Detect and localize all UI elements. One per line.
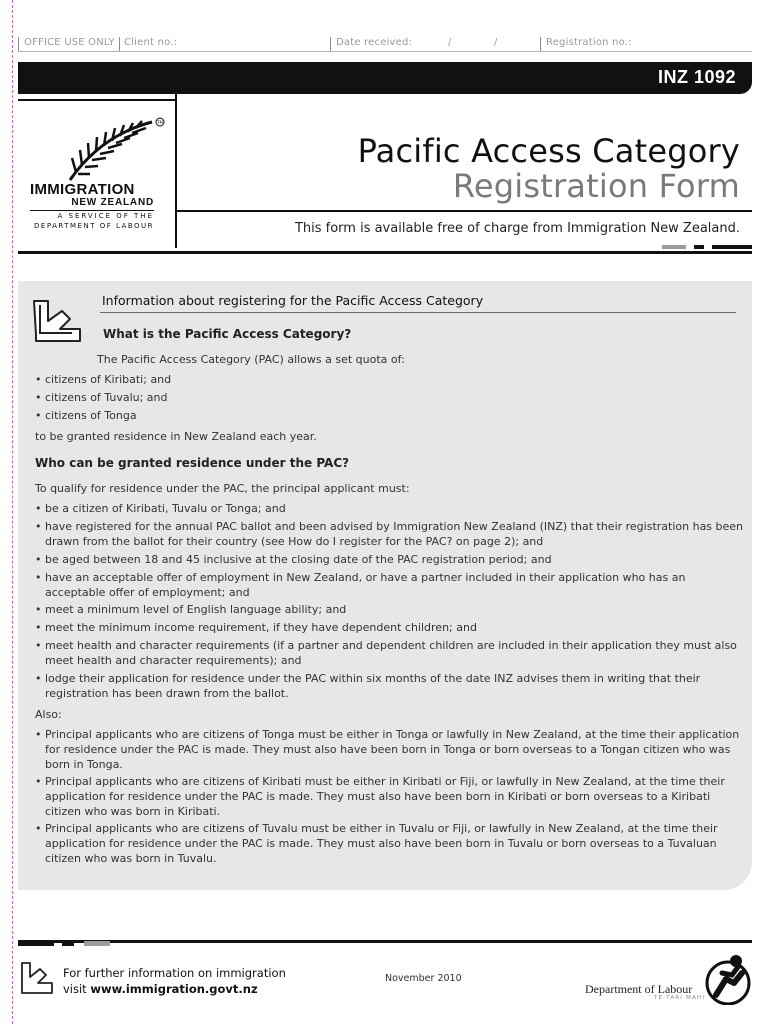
date-separator: /	[448, 37, 452, 48]
department-of-labour-text: Department of Labour	[585, 982, 693, 996]
perforation-line	[12, 0, 13, 1024]
logo-new-zealand: NEW ZEALAND	[71, 197, 154, 208]
section-rule	[100, 312, 736, 313]
list-item: • lodge their application for residence under the PAC within six months of the date INZ advises them in writing that their registration has been drawn from the ballot.	[35, 672, 701, 700]
office-use-label: OFFICE USE ONLY	[24, 37, 115, 48]
question-what-is-pac: What is the Pacific Access Category?	[103, 327, 352, 341]
list-item: • be aged between 18 and 45 inclusive at the closing date of the PAC registration period; and	[35, 553, 552, 566]
header-bottom-rule	[18, 251, 752, 254]
page-title: Pacific Access Category	[357, 132, 740, 170]
office-use-strip	[18, 36, 752, 52]
page-subtitle-title: Registration Form	[452, 167, 740, 205]
decorative-dash	[694, 245, 704, 249]
logo-immigration: IMMIGRATION	[30, 181, 135, 198]
list-item: • meet the minimum income requirement, if they have dependent children; and	[35, 621, 477, 634]
form-code: INZ 1092	[657, 67, 736, 87]
decorative-dash	[662, 245, 686, 249]
list-item: • citizens of Kiribati; and	[35, 373, 172, 386]
question-who-can-be-granted: Who can be granted residence under the PAC?	[35, 456, 350, 470]
title-rule	[176, 210, 752, 212]
header-rule	[18, 99, 176, 101]
quota-end: to be granted residence in New Zealand each year.	[35, 430, 317, 443]
free-of-charge-note: This form is available free of charge from Immigration New Zealand.	[294, 221, 740, 236]
also-label: Also:	[35, 708, 62, 721]
website-link[interactable]: www.immigration.govt.nz	[90, 982, 258, 996]
list-item: • Principal applicants who are citizens of Tuvalu must be either in Tuvalu or Fiji, or lawfully in New Zealand, at the time their application for residence under the PAC is made. They must also have been born in Tuvalu or born overseas to a Tuvaluan citizen who was born in Tuvalu.	[35, 822, 718, 865]
arrow-down-right-icon	[32, 297, 88, 345]
department-maori-name: TE TARI MAHI	[654, 995, 706, 1001]
form-code-bar	[18, 62, 752, 94]
footer-rule	[18, 940, 752, 943]
decorative-dash	[62, 941, 74, 946]
form-date: November 2010	[385, 973, 462, 984]
registration-no-label: Registration no.:	[546, 37, 632, 48]
logo-department-line: DEPARTMENT OF LABOUR	[34, 222, 154, 230]
list-item: • have an acceptable offer of employment in New Zealand, or have a partner included in their application who has an acceptable offer of employment; and	[35, 571, 686, 599]
department-of-labour-logo-icon	[704, 953, 752, 1005]
footer-visit-line	[63, 982, 258, 996]
decorative-dash	[84, 941, 110, 946]
list-item: • Principal applicants who are citizens of Tonga must be either in Tonga or lawfully in New Zealand, at the time their application for residence under the PAC is made. They must also have been born in Tonga or born overseas to a Tongan citizen who was born in Tonga.	[35, 728, 740, 771]
silver-fern-icon	[66, 114, 166, 184]
header-divider	[175, 94, 177, 248]
quota-intro: The Pacific Access Category (PAC) allows a set quota of:	[97, 353, 405, 366]
trademark-mark: TM	[157, 120, 163, 125]
qualify-intro: To qualify for residence under the PAC, the principal applicant must:	[35, 482, 410, 495]
logo-service-line: A SERVICE OF THE	[57, 212, 154, 220]
date-received-label: Date received:	[336, 37, 413, 48]
decorative-dash	[712, 245, 752, 249]
list-item: • Principal applicants who are citizens of Kiribati must be either in Kiribati or Fiji, or lawfully in New Zealand, at the time their application for residence under the PAC is made. They must also have been born in Kiribati or born overseas to a Kiribati citizen who was born in Kiribati.	[35, 775, 725, 818]
date-separator: /	[494, 37, 498, 48]
footer-info-text: For further information on immigration	[63, 966, 286, 980]
client-no-label: Client no.:	[124, 37, 178, 48]
decorative-dash	[18, 941, 54, 946]
section-heading: Information about registering for the Pacific Access Category	[102, 293, 484, 308]
arrow-down-right-icon	[20, 961, 56, 997]
list-item: • meet a minimum level of English language ability; and	[35, 603, 347, 616]
list-item: • have registered for the annual PAC ballot and been advised by Immigration New Zealand (INZ) that their registration has been drawn from the ballot for their country (see How do I register for the PAC? on page 2); and	[35, 520, 744, 548]
list-item: • citizens of Tonga	[35, 409, 137, 422]
list-item: • meet health and character requirements (if a partner and dependent children are included in their application they must also meet health and character requirements); and	[35, 639, 737, 667]
footer-visit-prefix: visit	[63, 982, 91, 996]
list-item: • citizens of Tuvalu; and	[35, 391, 168, 404]
logo-rule	[30, 210, 154, 211]
list-item: • be a citizen of Kiribati, Tuvalu or Tonga; and	[35, 502, 286, 515]
